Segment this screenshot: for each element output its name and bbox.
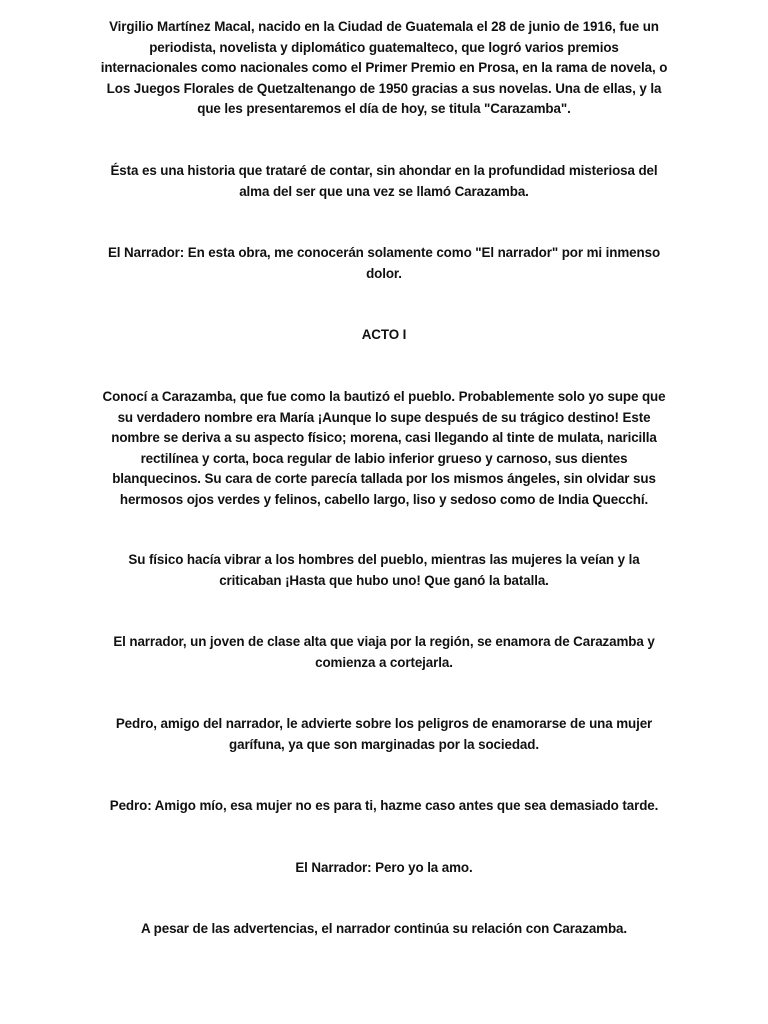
narrator-courtship-paragraph: El narrador, un joven de clase alta que viaja por la región, se enamora de Carazamba y comienza a cortejarla. bbox=[113, 634, 655, 670]
pedro-line: Pedro: Amigo mío, esa mujer no es para ti, hazme caso antes que sea demasiado tarde. bbox=[109, 798, 659, 813]
act-heading: ACTO I bbox=[361, 327, 407, 342]
pedro-warning-paragraph: Pedro, amigo del narrador, le advierte sobre los peligros de enamorarse de una mujer garífuna, ya que son marginadas por la sociedad. bbox=[115, 716, 653, 752]
intro-paragraph: Virgilio Martínez Macal, nacido en la Ciudad de Guatemala el 28 de junio de 1916, fue un periodista, novelista y diplomático guatemalteco, que logró varios premios internacionales como nacionales como el Primer Premio en Prosa, en la rama de novela, o Los Juegos Florales de Quetzaltenango de 1950 gracias a sus novelas. Una de ellas, y la que les presentaremos el día de hoy, se titula "Carazamba". bbox=[100, 19, 668, 116]
town-reaction-paragraph: Su físico hacía vibrar a los hombres del pueblo, mientras las mujeres la veían y la criticaban ¡Hasta que hubo uno! Que ganó la batalla. bbox=[128, 552, 640, 588]
narrator-line: El Narrador: En esta obra, me conocerán solamente como "El narrador" por mi inmenso dolor. bbox=[107, 245, 661, 281]
continuation-paragraph: A pesar de las advertencias, el narrador continúa su relación con Carazamba. bbox=[140, 921, 628, 936]
narrator-reply-line: El Narrador: Pero yo la amo. bbox=[295, 860, 473, 875]
description-paragraph: Conocí a Carazamba, que fue como la bautizó el pueblo. Probablemente solo yo supe que su verdadero nombre era María ¡Aunque lo supe después de su trágico destino! Este nombre se deriva a su aspecto físico; morena, casi llegando al tinte de mulata, naricilla rectilínea y corta, boca regular de labio inferior grueso y carnoso, sus dientes blanquecinos. Su cara de corte parecía tallada por los mismos ángeles, sin olvidar sus hermosos ojos verdes y felinos, cabello largo, liso y sedoso como de India Quecchí. bbox=[102, 389, 666, 507]
story-intro-paragraph: Ésta es una historia que trataré de contar, sin ahondar en la profundidad misteriosa del alma del ser que una vez se llamó Carazamba. bbox=[110, 163, 658, 199]
